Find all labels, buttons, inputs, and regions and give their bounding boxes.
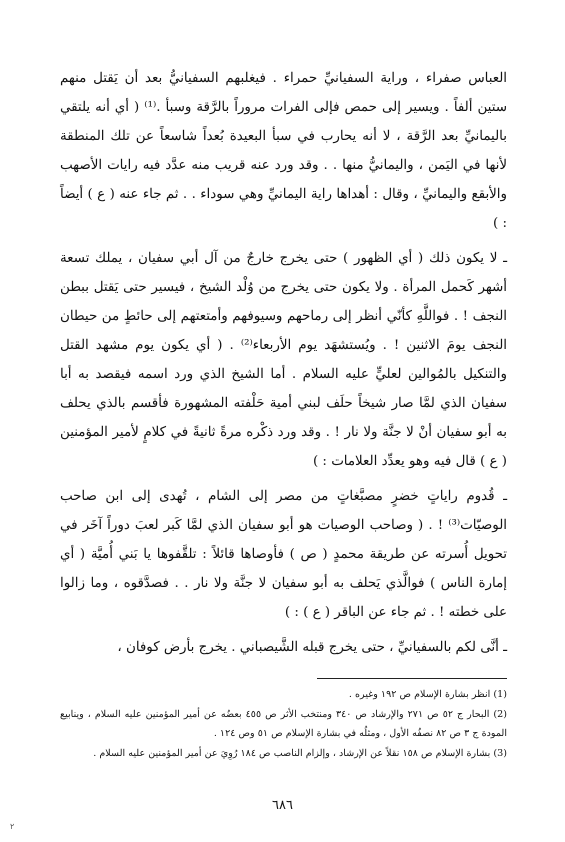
paragraph-1: العباس صفراء ، وراية السفيانيِّ حمراء . فيغلبهم السفيانيُّ بعد أن يَقتل منهم ستين ألفاً . ويسير إلى حمص فإلى الفرات مروراً بالرَّقة وسبأ .⁽¹⁾ ( أي أنه يلتقي باليمانيِّ بعد الرَّقة ، لا أنه يحارب في سبأ البعيدة بُعداً شاسعاً عن تلك المنطقة لأنها في اليَمن ، واليمانيُّ منها . . وقد ورد عنه قريب منه عدَّد فيه رايات الأصهب والأبقع واليمانيِّ ، وقال : أهداها راية اليمانيِّ وهي سوداء . . ثم جاء عنه ( ع ) أيضاً : ): [60, 71, 507, 231]
footnote-1: (1) انظر بشارة الإسلام ص ١٩٢ وغيره .: [348, 689, 507, 700]
main-text: [60, 64, 507, 662]
footnotes: [60, 685, 507, 763]
paragraph-4: ـ أنَّى لكم بالسفيانيِّ ، حتى يخرج قبله الشَّيصباني . يخرج بأرض كوفان ،: [117, 640, 507, 655]
paragraph-3: ـ قُدوم راياتٍ خضرٍ مصبَّغاتٍ من مصر إلى الشام ، تُهدى إلى ابن صاحب الوصيّات⁽³⁾ ! . ( وصاحب الوصيات هو أبو سفيان الذي لمَّا كَبر لعبَ دوراً آخَر في تحويل أُسرته عن طريقة محمدٍ ( ص ) فأوصاها قائلاً : تلقَّفوها يا بَني أُميَّة ( أي إمارة الناس ) فوالَّذي يَحلف به أبو سفيان لا جنَّة ولا نار . . فصدَّقوه ، وما زالوا على خطته ! . ثم جاء عن الباقر ( ع ) : ): [60, 489, 507, 620]
footnote-divider: [317, 678, 507, 679]
edge-mark: ٢: [10, 822, 15, 831]
page-number: ٦٨٦: [272, 798, 293, 813]
paragraph-2: ـ لا يكون ذلك ( أي الظهور ) حتى يخرج خارجٌ من آل أبي سفيان ، يملك تسعة أشهر كَحمل المرأة . ولا يكون حتى يخرج من وُلْد الشيخ ، فيسير حتى يَقتل ببطن النجف ! . فواللَّهِ كأنّي أنظر إلى رماحهم وسيوفهم وأمتعتهم إلى حائطٍ من حيطان النجف يومَ الاثنين ! . ويُستشهَد يوم الأربعاء⁽²⁾ . ( أي يكون يوم مشهد القتل والتنكيل بالمُوالين لعليٍّ عليه السلام . أما الشيخ الذي ورد اسمه فيقصد به أبا سفيان الذي لمَّا صار شيخاً حلَف لبني أمية حَلْفته المشهورة فأقسم بالذي يحلف به أبو سفيان أنْ لا جنَّة ولا نار ! . وقد ورد ذكْره مرةً ثانيةً في كلامٍ لأمير المؤمنين ( ع ) قال فيه وهو يعدِّد العلامات : ): [60, 251, 508, 469]
footnote-3: (3) بشارة الإسلام ص ١٥٨ نقلاً عن الإرشاد ، وإلزام الناصب ص ١٨٤ رُوِيَ عن أمير المؤمنين عليه السلام .: [93, 748, 507, 759]
footnote-2: (2) البحار ج ٥٢ ص ٢٧١ والإرشاد ص ٣٤٠ ومنتخب الأثر ص ٤٥٥ بعضُه عن أمير المؤمنين عليه السلام ، وينابيع المودة ج ٣ ص ٨٢ نصفُه الأول ، ومثلُه في بشارة الإسلام ص ٥١ وص ١٢٤ .: [60, 709, 507, 739]
